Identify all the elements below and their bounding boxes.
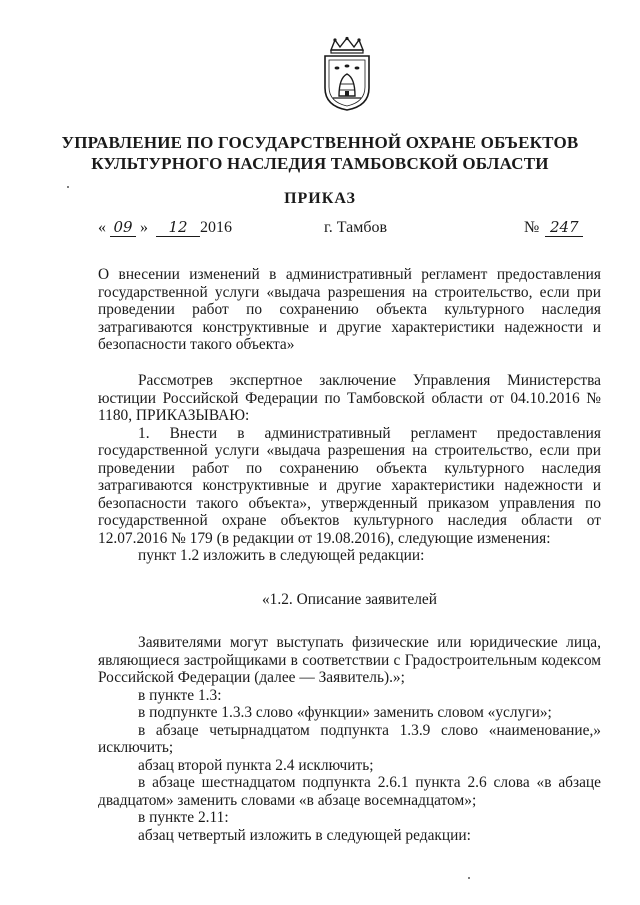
dateline: [98, 219, 588, 243]
order-body: [98, 372, 601, 844]
handwritten-month: 12: [156, 219, 200, 237]
body-paragraph: в пункте 2.11:: [138, 809, 229, 826]
order-subject: О внесении изменений в административный регламент предоставления государственной услуги «выдача разрешения на строительство, если при проведении работ по сохранению объекта культурного наследия затрагиваются конструктивные и другие характеристики надежности и безопасности такого объекта»: [98, 266, 601, 353]
scan-speck: [67, 186, 69, 188]
body-paragraph: в пункте 1.3:: [138, 686, 222, 704]
order-city: г. Тамбов: [324, 219, 388, 236]
handwritten-day: 09: [110, 219, 136, 237]
quote-open: «: [98, 219, 106, 236]
handwritten-number: 247: [545, 219, 583, 237]
quote-close: »: [140, 219, 148, 236]
body-paragraph: пункт 1.2 изложить в следующей редакции:: [138, 547, 425, 564]
body-paragraph: Заявителями могут выступать физические или юридические лица, являющиеся застройщиками в соответствии с Градостроительным кодексом Российской Федерации (далее — Заявитель).»;: [98, 634, 601, 686]
clause-1-paragraph: 1. Внести в административный регламент предоставления государственной услуги «выдача разрешения на строительство, если при проведении работ по сохранению объекта культурного наследия затрагиваются конструктивные и другие характеристики надежности и безопасности такого объекта», утвержденный приказом управления по государственной охране объектов культурного наследия области от 12.07.2016 № 179 (в редакции от 19.08.2016), следующие изменения:: [98, 424, 601, 547]
body-paragraph: в подпункте 1.3.3 слово «функции» заменить словом «услуги»;: [138, 704, 552, 721]
order-year: 2016: [200, 219, 232, 236]
agency-name: [60, 132, 580, 174]
order-date: [98, 219, 232, 237]
section-heading: «1.2. Описание заявителей: [261, 590, 438, 608]
agency-name-line2: КУЛЬТУРНОГО НАСЛЕДИЯ ТАМБОВСКОЙ ОБЛАСТИ: [91, 154, 549, 173]
body-paragraph: абзац четвертый изложить в следующей редакции:: [138, 826, 471, 844]
preamble-paragraph: Рассмотрев экспертное заключение Управления Министерства юстиции Российской Федерации по Тамбовской области от 04.10.2016 № 1180, ПРИКАЗЫВАЮ:: [98, 372, 601, 424]
document-type-title: ПРИКАЗ: [284, 190, 356, 207]
scan-speck: [468, 877, 470, 879]
body-paragraph: в абзаце шестнадцатом подпункта 2.6.1 пункта 2.6 слова «в абзаце двадцатом» заменить словами «в абзаце восемнадцатом»;: [98, 774, 601, 809]
order-number: [524, 219, 583, 237]
agency-name-line1: УПРАВЛЕНИЕ ПО ГОСУДАРСТВЕННОЙ ОХРАНЕ ОБЪЕКТОВ: [61, 133, 579, 152]
number-label: №: [524, 219, 540, 236]
tambov-coat-of-arms-icon: [321, 36, 373, 112]
body-paragraph: абзац второй пункта 2.4 исключить;: [138, 756, 374, 774]
body-paragraph: в абзаце четырнадцатом подпункта 1.3.9 слово «наименование,» исключить;: [98, 721, 601, 756]
